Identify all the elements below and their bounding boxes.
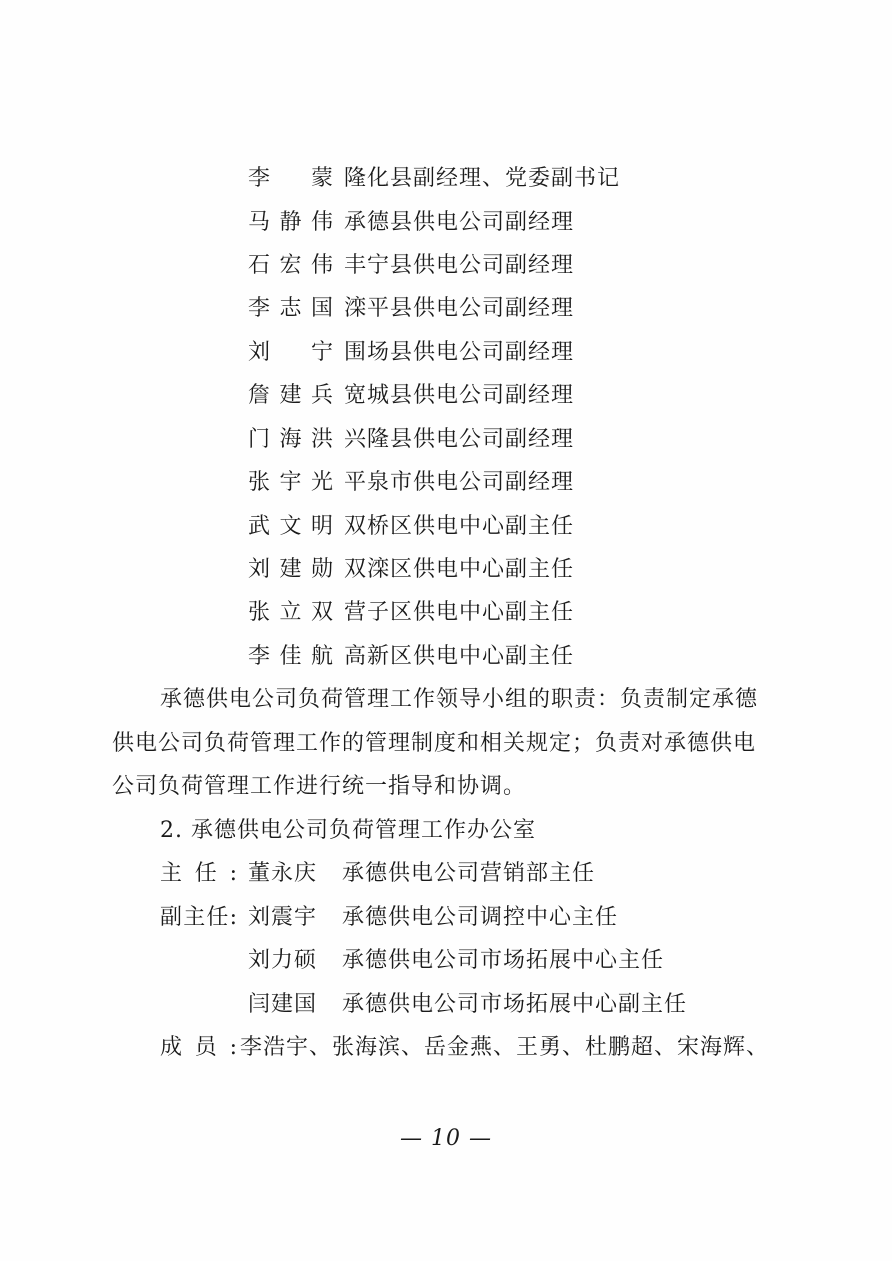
duties-line: 供电公司负荷管理工作的管理制度和相关规定；负责对承德供电	[112, 731, 757, 756]
member-name: 张宇光	[248, 470, 334, 495]
role-label: 主任:	[160, 861, 238, 886]
member-row	[248, 294, 574, 324]
member-row	[248, 512, 574, 542]
role-label: 副主任:	[160, 905, 238, 930]
member-name: 李佳航	[248, 644, 334, 669]
member-title: 宽城县供电公司副经理	[344, 383, 575, 408]
member-row	[248, 208, 574, 238]
person-post: 承德供电公司营销部主任	[342, 861, 596, 886]
section-heading: 2. 承德供电公司负荷管理工作办公室	[160, 818, 536, 843]
member-name: 张立双	[248, 600, 334, 625]
deputy-row	[160, 946, 664, 976]
member-row	[248, 164, 620, 194]
member-row	[248, 338, 574, 368]
member-row	[248, 381, 574, 411]
person-post: 承德供电公司市场拓展中心主任	[342, 948, 665, 973]
duties-line: 公司负荷管理工作进行统一指导和协调。	[112, 774, 527, 799]
member-title: 丰宁县供电公司副经理	[344, 253, 575, 278]
member-title: 隆化县副经理、党委副书记	[344, 166, 621, 191]
member-title: 高新区供电中心副主任	[344, 644, 575, 669]
person-post: 承德供电公司调控中心主任	[342, 905, 619, 930]
deputy-row	[160, 990, 687, 1020]
page-number: — 10 —	[400, 1126, 492, 1151]
member-name: 马静伟	[248, 210, 334, 235]
member-name: 石宏伟	[248, 253, 334, 278]
member-name: 詹建兵	[248, 383, 334, 408]
director-row	[160, 859, 595, 889]
member-title: 平泉市供电公司副经理	[344, 470, 575, 495]
member-row	[248, 598, 574, 628]
role-label: 成员:	[160, 1035, 238, 1060]
member-row	[248, 468, 574, 498]
member-name: 李蒙	[248, 166, 334, 191]
deputy-row	[160, 903, 618, 933]
member-row	[248, 642, 574, 672]
members-list: 李浩宇、张海滨、岳金燕、王勇、杜鹏超、宋海辉、	[240, 1035, 770, 1060]
person-post: 承德供电公司市场拓展中心副主任	[342, 992, 688, 1017]
member-name: 刘建勋	[248, 557, 334, 582]
member-title: 围场县供电公司副经理	[344, 340, 575, 365]
member-title: 兴隆县供电公司副经理	[344, 427, 575, 452]
members-row	[160, 1033, 769, 1063]
member-title: 承德县供电公司副经理	[344, 210, 575, 235]
person-name: 刘震宇	[248, 905, 318, 930]
duties-line: 承德供电公司负荷管理工作领导小组的职责：负责制定承德	[160, 687, 759, 712]
member-row	[248, 251, 574, 281]
member-row	[248, 555, 574, 585]
member-title: 营子区供电中心副主任	[344, 600, 575, 625]
member-title: 双桥区供电中心副主任	[344, 514, 575, 539]
member-title: 双滦区供电中心副主任	[344, 557, 575, 582]
member-name: 武文明	[248, 514, 334, 539]
member-name: 门海洪	[248, 427, 334, 452]
member-row	[248, 425, 574, 455]
member-name: 刘宁	[248, 340, 334, 365]
person-name: 闫建国	[248, 992, 318, 1017]
member-title: 滦平县供电公司副经理	[344, 296, 575, 321]
person-name: 董永庆	[248, 861, 318, 886]
person-name: 刘力硕	[248, 948, 318, 973]
member-name: 李志国	[248, 296, 334, 321]
